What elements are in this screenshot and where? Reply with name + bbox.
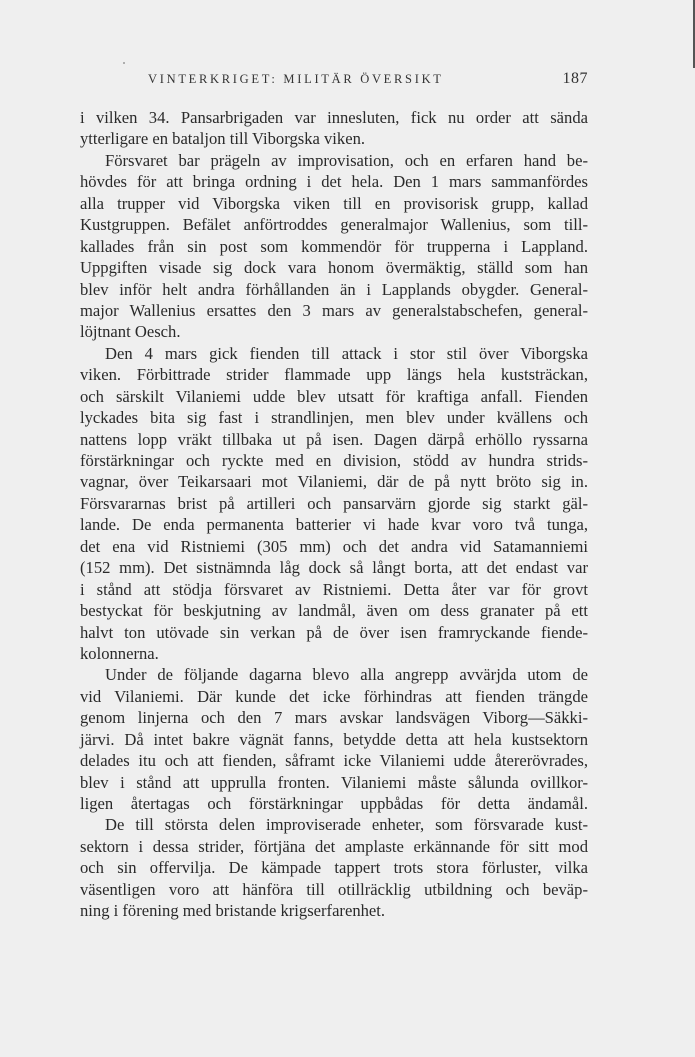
text-line: alla trupper vid Viborgska viken till en provisorisk grupp, kallad: [80, 193, 588, 213]
text-line: delades itu och att fienden, såframt icke Vilaniemi udde återerövrades,: [80, 751, 588, 771]
text-line: bestyckat för beskjutning av landmål, även om dess granater på ett: [80, 601, 588, 621]
text-line: vid Vilaniemi. Där kunde det icke förhindras att fienden trängde: [80, 686, 588, 706]
page-number: 187: [562, 70, 588, 87]
text-line: ning i förening med bristande krigserfarenhet.: [80, 901, 386, 921]
body-text: [80, 107, 588, 922]
text-line: järvi. Då intet bakre vägnät fanns, betydde detta att hela kustsektorn: [80, 729, 588, 749]
text-line: kolonnerna.: [80, 643, 159, 663]
text-line: Försvaret bar prägeln av improvisation, och en erfaren hand be-: [105, 150, 588, 170]
text-line: ytterligare en bataljon till Viborgska viken.: [80, 129, 366, 149]
text-line: vagnar, över Teikarsaari mot Vilaniemi, där de på nytt bröto sig in.: [80, 472, 588, 492]
text-line: och sin offervilja. De kämpade tappert trots stora förluster, vilka: [80, 858, 588, 878]
text-line: (152 mm). Det sistnämnda låg dock så långt borta, att det endast var: [80, 558, 588, 578]
text-line: det ena vid Ristniemi (305 mm) och det andra vid Satamanniemi: [80, 536, 588, 556]
text-line: förstärkningar och ryckte med en division, stödd av hundra strids-: [80, 451, 588, 470]
scan-speck: [123, 62, 125, 64]
text-line: Kustgruppen. Befälet anförtroddes generalmajor Wallenius, som till-: [80, 215, 588, 235]
text-line: genom linjerna och den 7 mars avskar landsvägen Viborg—Säkki-: [80, 708, 588, 728]
text-line: väsentligen voro att hänföra till otillräcklig utbildning och beväp-: [80, 879, 588, 899]
text-line: kallades från sin post som kommendör för trupperna i Lappland.: [80, 236, 588, 256]
text-line: löjtnant Oesch.: [80, 322, 181, 342]
text-line: hövdes för att bringa ordning i det hela. Den 1 mars sammanfördes: [80, 172, 588, 192]
text-line: Försvararnas brist på artilleri och pansarvärn gjorde sig starkt gäl-: [80, 493, 588, 513]
text-line: major Wallenius ersattes den 3 mars av generalstabschefen, general-: [80, 300, 588, 320]
text-line: halvt ton utövade sin verkan på de över isen framryckande fiende-: [80, 622, 588, 642]
running-head-title: VINTERKRIGET: MILITÄR ÖVERSIKT: [148, 72, 444, 86]
text-line: blev inför helt andra förhållanden än i Lapplands obygder. General-: [80, 279, 588, 299]
text-line: lande. De enda permanenta batterier vi hade kvar voro två tunga,: [80, 515, 588, 535]
text-line: Under de följande dagarna blevo alla angrepp avvärjda utom de: [105, 665, 588, 685]
text-line: viken. Förbittrade strider flammade upp längs hela kuststräckan,: [80, 365, 588, 385]
text-line: ligen återtagas och förstärkningar uppbådas för detta ändamål.: [80, 794, 588, 813]
running-head: [148, 70, 588, 90]
text-line: Den 4 mars gick fienden till attack i stor stil över Viborgska: [105, 343, 588, 363]
text-line: i stånd att stödja försvaret av Ristniemi. Detta åter var för grovt: [80, 579, 588, 599]
text-line: lyckades bita sig fast i strandlinjen, men blev under kvällens och: [80, 408, 588, 428]
text-line: Uppgiften visade sig dock vara honom övermäktig, ställd som han: [80, 258, 588, 278]
text-line: i vilken 34. Pansarbrigaden var innesluten, fick nu order att sända: [80, 108, 588, 127]
text-line: blev i stånd att upprulla fronten. Vilaniemi måste sålunda ovillkor-: [80, 772, 588, 792]
text-line: nattens lopp vräkt tillbaka ut på isen. Dagen därpå erhöllo ryssarna: [80, 429, 588, 449]
text-line: De till största delen improviserade enheter, som försvarade kust-: [105, 815, 588, 835]
text-line: och särskilt Vilaniemi udde blev utsatt för kraftiga anfall. Fienden: [80, 386, 588, 406]
text-line: sektorn i dessa strider, förtjäna det amplaste erkännande för sitt mod: [80, 836, 588, 856]
